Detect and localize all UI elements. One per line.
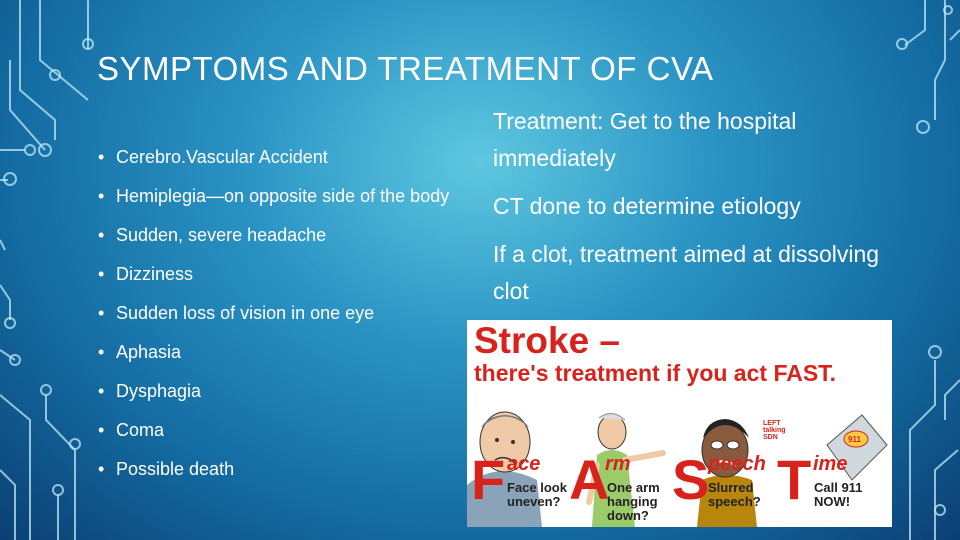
caption-line: speech?: [708, 494, 761, 509]
bullet-icon: •: [98, 459, 105, 479]
list-item-text: Sudden, severe headache: [116, 225, 327, 245]
bullet-icon: •: [98, 381, 105, 401]
caption-line: Call 911: [814, 480, 863, 495]
fast-word-speech: peech: [708, 453, 766, 475]
list-item: [97, 377, 457, 406]
caption-line: hanging: [607, 494, 658, 509]
list-item-text: Sudden loss of vision in one eye: [116, 303, 375, 323]
list-item-text: Hemiplegia—on opposite side of the body: [116, 186, 450, 206]
symptom-list: [97, 143, 457, 494]
fast-letter-s: S: [672, 448, 710, 511]
list-item-text: Possible death: [116, 459, 235, 479]
list-item-text: Aphasia: [116, 342, 182, 362]
list-item: [97, 299, 457, 328]
fast-letter-t: T: [777, 448, 812, 511]
bullet-icon: •: [98, 420, 105, 440]
treatment-line: If a clot, treatment aimed at dissolving clot: [493, 241, 880, 304]
poster-title: Stroke –: [474, 320, 621, 361]
bubble-line: SDN: [763, 434, 778, 441]
treatment-line: Treatment: Get to the hospital immediately: [493, 108, 797, 171]
bullet-icon: •: [98, 186, 105, 206]
fast-caption-face: [507, 481, 567, 509]
bubble-line: talking: [763, 427, 786, 434]
caption-line: NOW!: [814, 494, 851, 509]
fast-caption-speech: [708, 481, 761, 509]
list-item: [97, 416, 457, 445]
list-item: [97, 182, 457, 211]
list-item: [97, 260, 457, 289]
bubble-line: LEFT: [763, 420, 781, 427]
caption-line: Slurred: [708, 480, 754, 495]
fast-word-time: ime: [813, 453, 848, 475]
bullet-icon: •: [98, 303, 105, 323]
caption-line: down?: [607, 508, 649, 523]
bullet-icon: •: [98, 147, 105, 167]
fast-word-face: ace: [507, 453, 541, 475]
list-item-text: Coma: [116, 420, 165, 440]
fast-word-arm: rm: [605, 453, 631, 475]
fast-caption-time: [814, 481, 862, 509]
caption-line: One arm: [607, 480, 660, 495]
bullet-icon: •: [98, 264, 105, 284]
fast-caption-arm: [607, 481, 660, 523]
caption-line: uneven?: [507, 494, 561, 509]
list-item: [97, 221, 457, 250]
treatment-text: [493, 103, 893, 321]
bullet-icon: •: [98, 225, 105, 245]
list-item-text: Cerebro.Vascular Accident: [116, 147, 328, 167]
phone-911-label: 911: [848, 435, 861, 444]
poster-subtitle: there's treatment if you act FAST.: [474, 360, 837, 386]
caption-line: Face look: [507, 480, 567, 495]
list-item-text: Dysphagia: [116, 381, 202, 401]
speech-bubble: [763, 420, 786, 441]
list-item-text: Dizziness: [116, 264, 194, 284]
slide-title: SYMPTOMS AND TREATMENT OF CVA: [97, 50, 714, 87]
bullet-icon: •: [98, 342, 105, 362]
fast-letter-f: F: [471, 448, 506, 511]
list-item: [97, 143, 457, 172]
list-item: [97, 338, 457, 367]
list-item: [97, 455, 457, 484]
fast-letter-a: A: [569, 448, 610, 511]
stroke-fast-poster: [467, 320, 892, 527]
treatment-line: CT done to determine etiology: [493, 193, 801, 219]
